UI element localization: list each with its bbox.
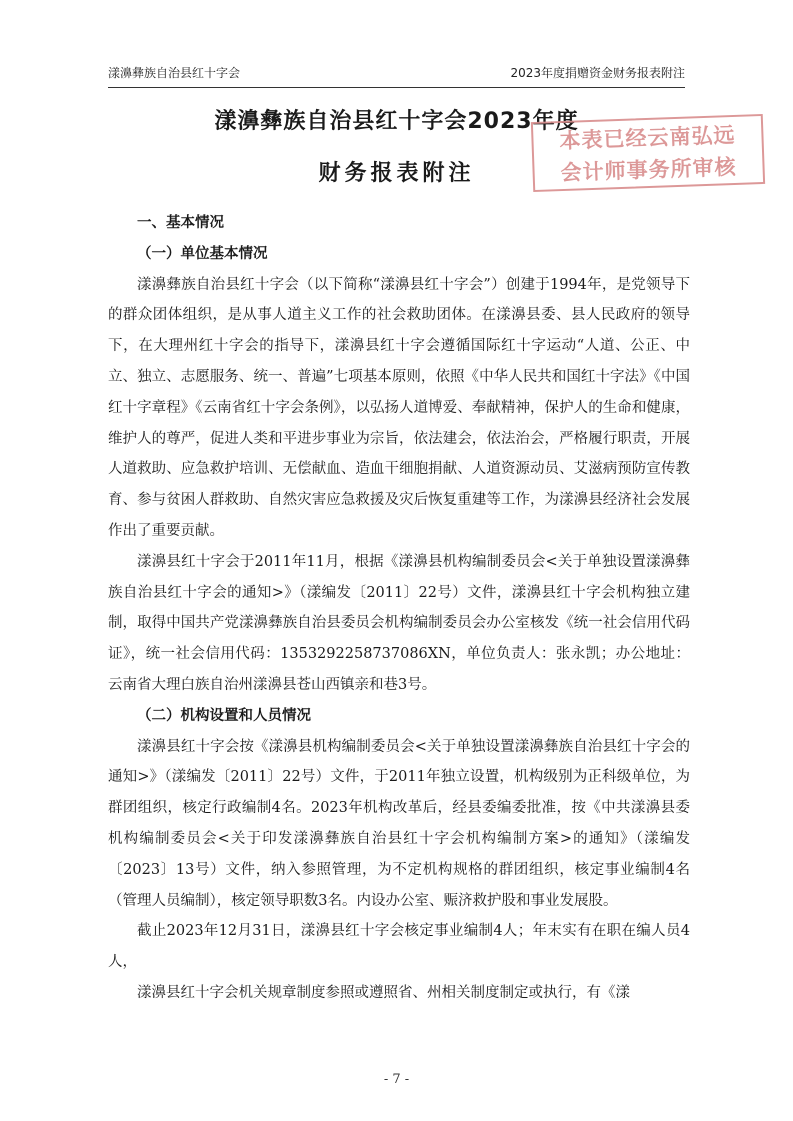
page-number: - 7 - bbox=[383, 1072, 410, 1087]
paragraph-regulations: 漾濞县红十字会机关规章制度参照或遵照省、州相关制度制定或执行，有《漾 bbox=[137, 984, 630, 1001]
document-title-line-1: 漾濞彝族自治县红十字会2023年度 bbox=[214, 109, 579, 134]
paragraph-staffing: 截止2023年12月31日，漾濞县红十字会核定事业编制4人；年末实有在职在编人员4人， bbox=[108, 923, 690, 971]
document-title-line-2: 财务报表附注 bbox=[318, 161, 475, 186]
paragraph-unit-intro: 漾濞彝族自治县红十字会（以下简称“漾濞县红十字会”）创建于1994年，是党领导下的群众团体组织，是从事人道主义工作的社会救助团体。在漾濞县委、县人民政府的领导下，在大理州红十字会的指导下，漾濞县红十字会遵循国际红十字运动“人道、公正、中立、独立、志愿服务、统一、普遍”七项基本原则，依照《中华人民共和国红十字法》《中国红十字章程》《云南省红十字会条例》，以弘扬人道博爱、奉献精神，保护人的生命和健康，维护人的尊严，促进人类和平进步事业为宗旨，依法建会，依法治会，严格履行职责，开展人道救助、应急救护培训、无偿献血、造血干细胞捐献、人道资源动员、艾滋病预防宣传教育、参与贫困人群救助、自然灾害应急救援及灾后恢复重建等工作，为漾濞县经济社会发展作出了重要贡献。 bbox=[108, 276, 690, 539]
stamp-line-1: 本表已经云南弘远 bbox=[559, 122, 736, 154]
stamp-line-2: 会计师事务所审核 bbox=[560, 154, 737, 186]
subsection-heading-unit-info: （一）单位基本情况 bbox=[137, 245, 268, 262]
paragraph-unit-establishment: 漾濞县红十字会于2011年11月，根据《漾濞县机构编制委员会<关于单独设置漾濞彝族自治县红十字会的通知>》（漾编发〔2011〕22号）文件，漾濞县红十字会机构独立建制，取得中国共产党漾濞彝族自治县委员会机构编制委员会办公室核发《统一社会信用代码证》，统一社会信用代码：1353292258737086XN，单位负责人：张永凯；办公地址：云南省大理白族自治州漾濞县苍山西镇亲和巷3号。 bbox=[108, 553, 690, 693]
paragraph-organization-setup: 漾濞县红十字会按《漾濞县机构编制委员会<关于单独设置漾濞彝族自治县红十字会的通知>》（漾编发〔2011〕22号）文件，于2011年独立设置，机构级别为正科级单位，为群团组织，核定行政编制4名。2023年机构改革后，经县委编委批准，按《中共漾濞县委机构编制委员会<关于印发漾濞彝族自治县红十字会机构编制方案>的通知》（漾编发〔2023〕13号）文件，纳入参照管理，为不定机构规格的群团组织，核定事业编制4名（管理人员编制），核定领导职数3名。内设办公室、赈济救护股和事业发展股。 bbox=[108, 738, 690, 909]
page-header bbox=[108, 64, 685, 88]
header-report-title: 2023年度捐赠资金财务报表附注 bbox=[510, 66, 685, 80]
section-heading-basic-info: 一、基本情况 bbox=[137, 215, 224, 231]
document-body bbox=[108, 208, 690, 1009]
audit-stamp bbox=[531, 114, 765, 192]
subsection-heading-organization: （二）机构设置和人员情况 bbox=[137, 707, 311, 724]
header-organization: 漾濞彝族自治县红十字会 bbox=[108, 66, 241, 80]
